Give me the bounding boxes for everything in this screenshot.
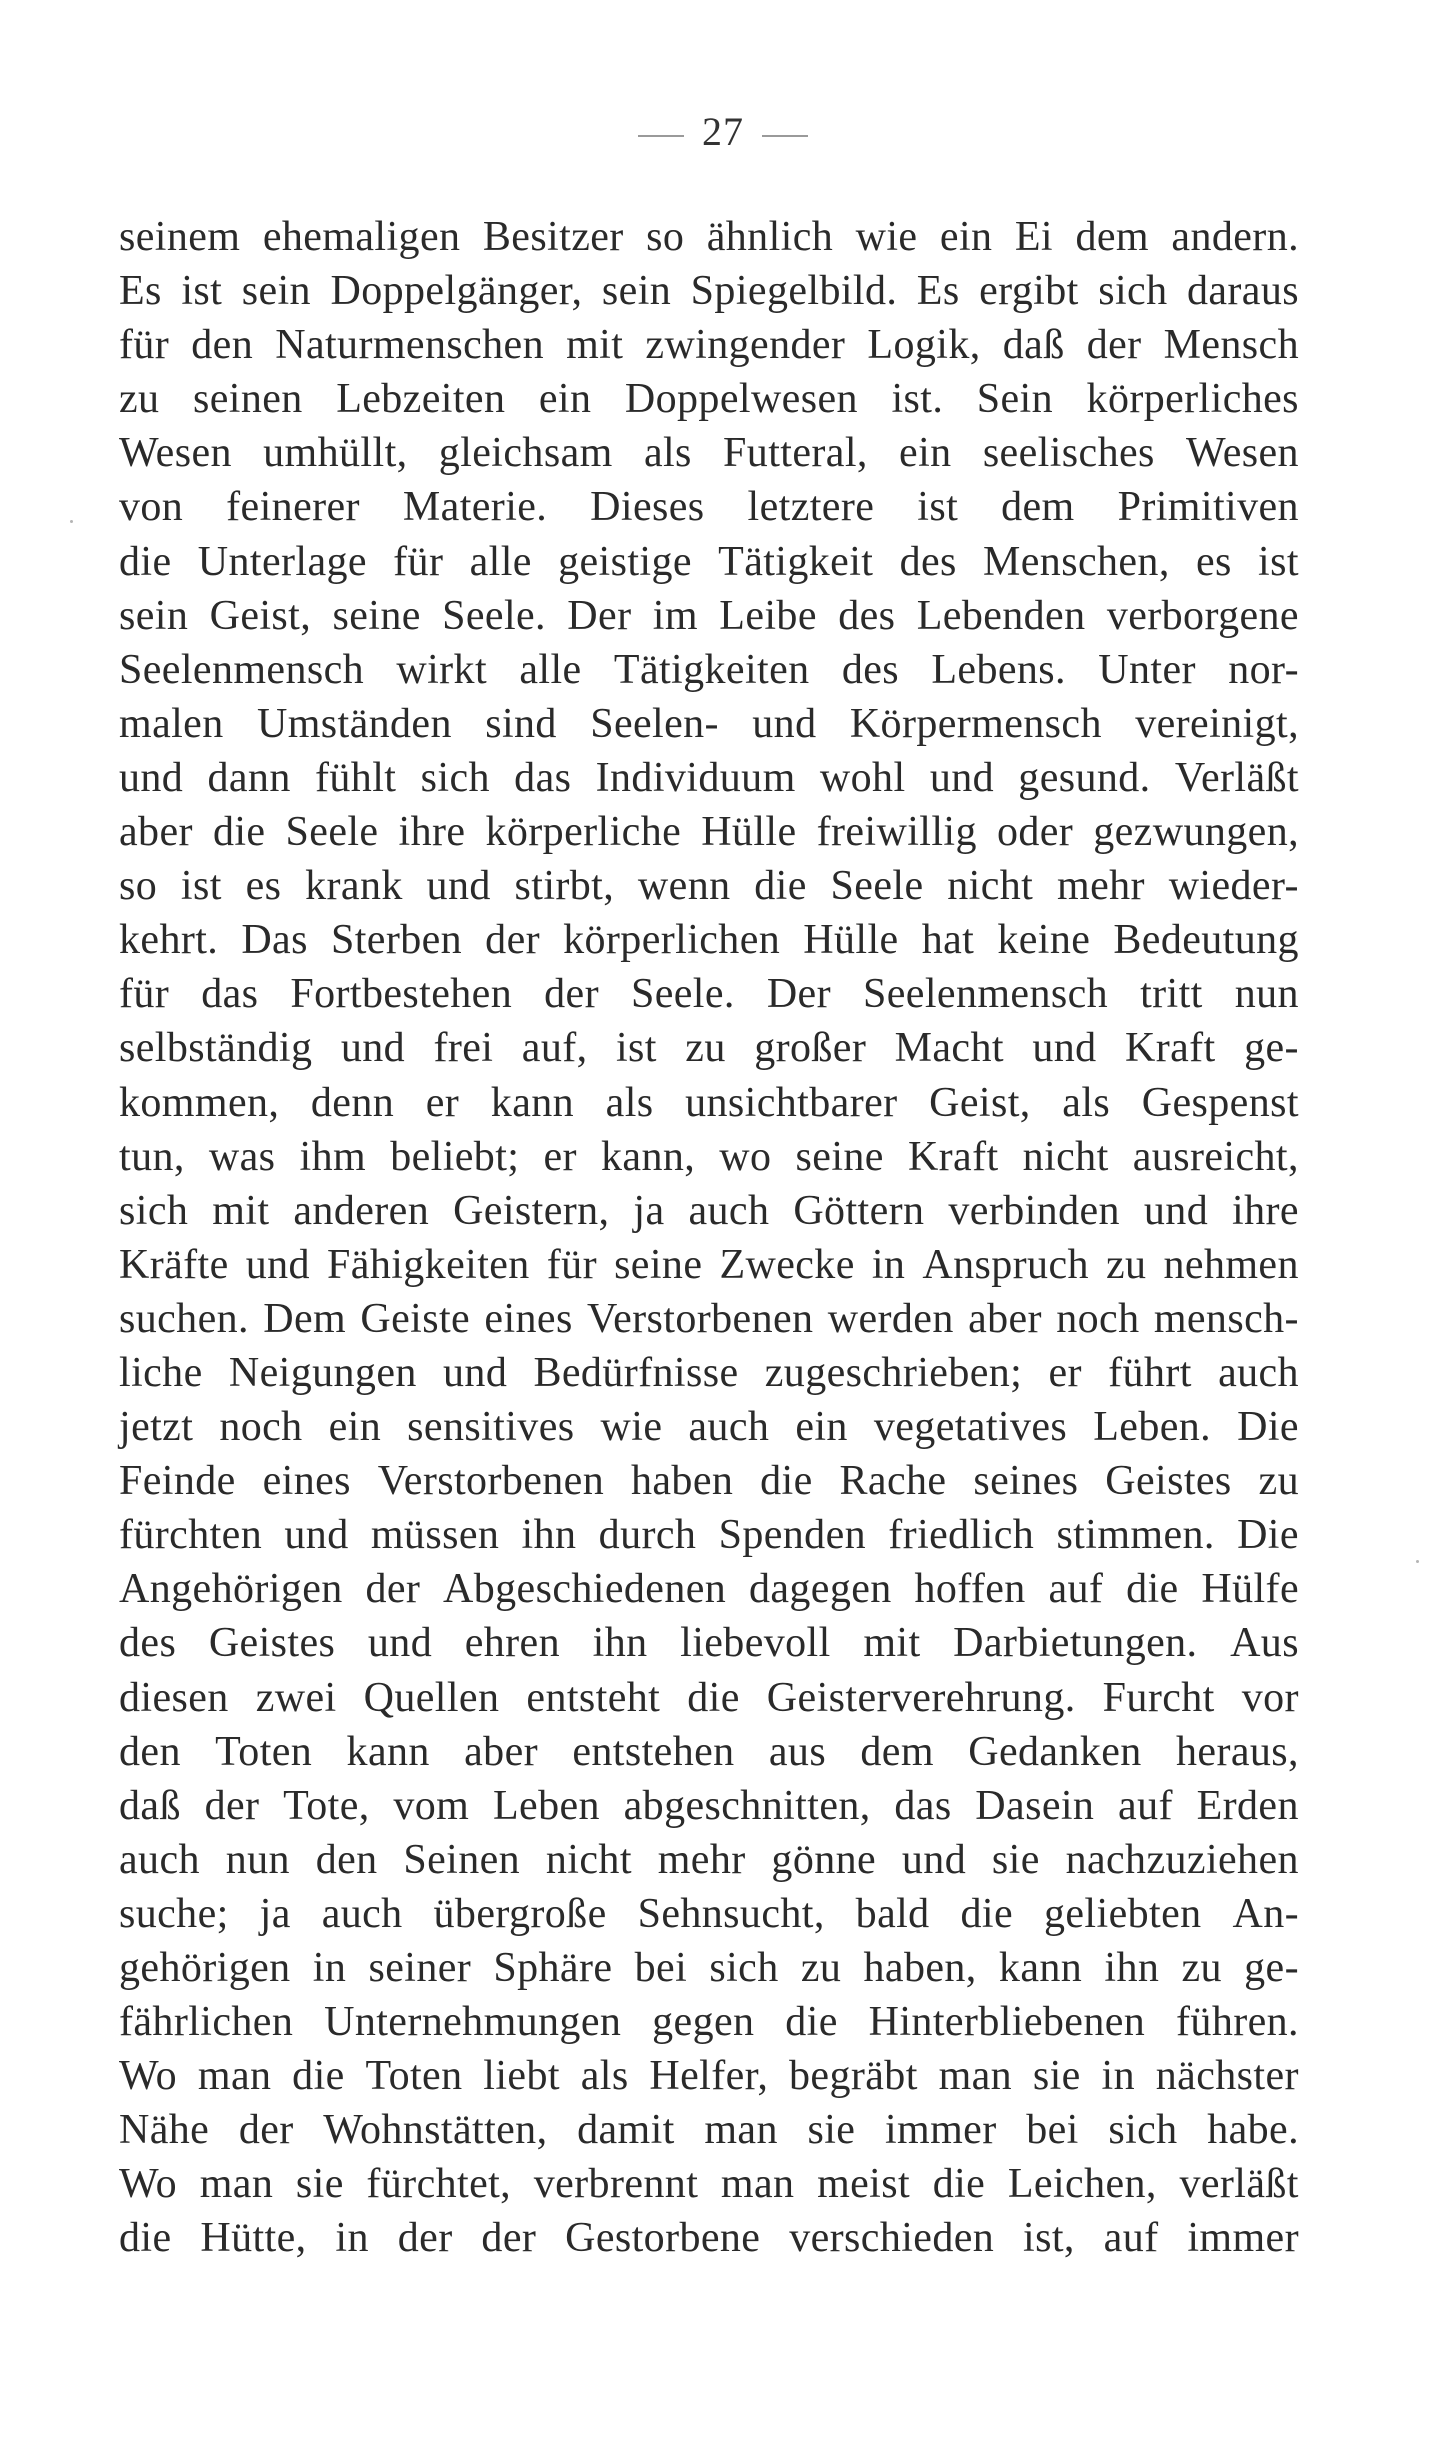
- text-line: malen Umständen sind Seelen- und Körpermensch vereinigt,: [119, 700, 1299, 747]
- text-line: Wo man die Toten liebt als Helfer, begräbt man sie in nächster: [119, 2053, 1299, 2100]
- text-line: jetzt noch ein sensitives wie auch ein vegetatives Leben. Die: [119, 1404, 1299, 1451]
- text-line: Angehörigen der Abgeschiedenen dagegen hoffen auf die Hülfe: [119, 1566, 1299, 1613]
- text-line: fährlichen Unternehmungen gegen die Hinterbliebenen führen.: [119, 1999, 1299, 2046]
- text-line: für den Naturmenschen mit zwingender Logik, daß der Mensch: [119, 322, 1299, 369]
- text-line: seinem ehemaligen Besitzer so ähnlich wie ein Ei dem andern.: [119, 214, 1299, 260]
- right-dash-ornament: [762, 135, 808, 137]
- text-line: Wesen umhüllt, gleichsam als Futteral, ein seelisches Wesen: [119, 430, 1299, 477]
- text-line: kommen, denn er kann als unsichtbarer Geist, als Gespenst: [119, 1079, 1299, 1126]
- text-line: Kräfte und Fähigkeiten für seine Zwecke in Anspruch zu nehmen: [119, 1241, 1299, 1288]
- text-line: sein Geist, seine Seele. Der im Leibe des Lebenden verborgene: [119, 592, 1299, 639]
- paper-speck: [70, 520, 73, 523]
- text-line: selbständig und frei auf, ist zu großer Macht und Kraft ge-: [119, 1025, 1299, 1072]
- text-line: die Unterlage für alle geistige Tätigkeit des Menschen, es ist: [119, 538, 1299, 585]
- text-line: und dann fühlt sich das Individuum wohl und gesund. Verläßt: [119, 754, 1299, 801]
- page-number: 27: [702, 109, 744, 154]
- text-line: so ist es krank und stirbt, wenn die Seele nicht mehr wieder-: [119, 863, 1299, 910]
- text-line: suchen. Dem Geiste eines Verstorbenen werden aber noch mensch-: [119, 1295, 1299, 1342]
- text-line: gehörigen in seiner Sphäre bei sich zu haben, kann ihn zu ge-: [119, 1945, 1299, 1991]
- body-text: [119, 210, 1299, 2266]
- text-line: fürchten und müssen ihn durch Spenden friedlich stimmen. Die: [119, 1512, 1299, 1559]
- text-line: sich mit anderen Geistern, ja auch Göttern verbinden und ihre: [119, 1187, 1299, 1234]
- text-line: aber die Seele ihre körperliche Hülle freiwillig oder gezwungen,: [119, 809, 1299, 856]
- text-line: von feinerer Materie. Dieses letztere ist dem Primitiven: [119, 484, 1299, 531]
- text-line: diesen zwei Quellen entsteht die Geisterverehrung. Furcht vor: [119, 1674, 1299, 1721]
- text-line: daß der Tote, vom Leben abgeschnitten, das Dasein auf Erden: [119, 1782, 1299, 1829]
- text-line: Seelenmensch wirkt alle Tätigkeiten des Lebens. Unter nor-: [119, 646, 1299, 693]
- text-line: tun, was ihm beliebt; er kann, wo seine Kraft nicht ausreicht,: [119, 1133, 1299, 1180]
- text-line: zu seinen Lebzeiten ein Doppelwesen ist. Sein körperliches: [119, 376, 1299, 423]
- text-line: Feinde eines Verstorbenen haben die Rache seines Geistes zu: [119, 1458, 1299, 1505]
- text-line: für das Fortbestehen der Seele. Der Seelenmensch tritt nun: [119, 971, 1299, 1018]
- paper-speck: [1416, 1560, 1419, 1563]
- left-dash-ornament: [638, 135, 684, 137]
- text-line: Nähe der Wohnstätten, damit man sie immer bei sich habe.: [119, 2107, 1299, 2154]
- text-line: die Hütte, in der der Gestorbene verschieden ist, auf immer: [119, 2215, 1299, 2262]
- text-line: suche; ja auch übergroße Sehnsucht, bald die geliebten An-: [119, 1890, 1299, 1937]
- text-line: kehrt. Das Sterben der körperlichen Hülle hat keine Bedeutung: [119, 917, 1299, 964]
- text-line: Es ist sein Doppelgänger, sein Spiegelbild. Es ergibt sich daraus: [119, 268, 1299, 315]
- text-line: den Toten kann aber entstehen aus dem Gedanken heraus,: [119, 1728, 1299, 1775]
- text-line: liche Neigungen und Bedürfnisse zugeschrieben; er führt auch: [119, 1349, 1299, 1396]
- text-line: auch nun den Seinen nicht mehr gönne und sie nachzuziehen: [119, 1836, 1299, 1883]
- text-line: Wo man sie fürchtet, verbrennt man meist die Leichen, verläßt: [119, 2161, 1299, 2208]
- text-line: des Geistes und ehren ihn liebevoll mit Darbietungen. Aus: [119, 1620, 1299, 1667]
- page-number-header: [0, 108, 1446, 156]
